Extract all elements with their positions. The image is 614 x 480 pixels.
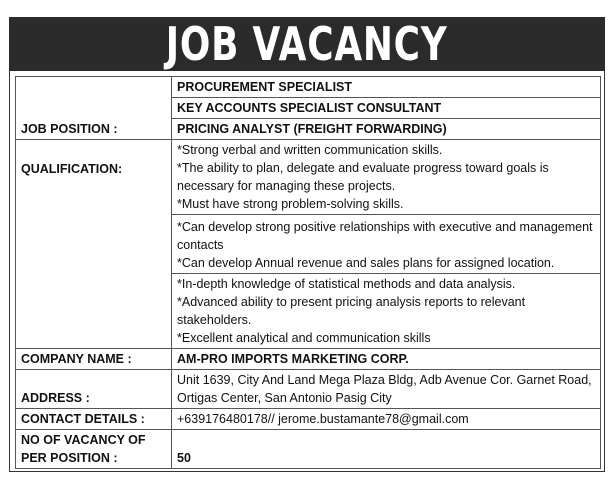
qualification-item: *Can develop Annual revenue and sales plans for assigned location. bbox=[177, 256, 555, 270]
table-row bbox=[16, 409, 601, 430]
qualification-item: *Excellent analytical and communication skills bbox=[177, 331, 431, 345]
qualification-item: *Must have strong problem-solving skills. bbox=[177, 197, 404, 211]
table-row bbox=[16, 77, 601, 98]
qualification-label: QUALIFICATION: bbox=[16, 140, 172, 349]
qualification-item: *Strong verbal and written communication skills. bbox=[177, 143, 443, 157]
qualification-item: *Advanced ability to present pricing analysis reports to relevant stakeholders. bbox=[177, 295, 526, 327]
qualification-item: *The ability to plan, delegate and evaluate progress toward goals is necessary for managing these projects. bbox=[177, 161, 549, 193]
contact-value: +639176480178// jerome.bustamante78@gmail.com bbox=[172, 409, 601, 430]
table-row bbox=[16, 349, 601, 370]
address-value: Unit 1639, City And Land Mega Plaza Bldg, Adb Avenue Cor. Garnet Road, Ortigas Center, San Antonio Pasig City bbox=[172, 370, 601, 409]
page-title: JOB VACANCY bbox=[166, 17, 448, 71]
position-item: KEY ACCOUNTS SPECIALIST CONSULTANT bbox=[172, 98, 601, 119]
title-banner bbox=[9, 17, 605, 71]
qualification-item: *Can develop strong positive relationships with executive and management contacts bbox=[177, 220, 593, 252]
qualification-group bbox=[172, 274, 601, 349]
contact-label: CONTACT DETAILS : bbox=[16, 409, 172, 430]
vacancy-table bbox=[15, 76, 601, 469]
position-item: PROCUREMENT SPECIALIST bbox=[172, 77, 601, 98]
address-label: ADDRESS : bbox=[16, 370, 172, 409]
qualification-group bbox=[172, 215, 601, 274]
job-position-label: JOB POSITION : bbox=[16, 77, 172, 140]
position-item: PRICING ANALYST (FREIGHT FORWARDING) bbox=[172, 119, 601, 140]
table-row bbox=[16, 370, 601, 409]
company-label: COMPANY NAME : bbox=[16, 349, 172, 370]
table-row bbox=[16, 430, 601, 469]
vacancy-value: 50 bbox=[172, 430, 601, 469]
qualification-item: *In-depth knowledge of statistical methods and data analysis. bbox=[177, 277, 516, 291]
table-row bbox=[16, 140, 601, 215]
vacancy-label: NO OF VACANCY OF PER POSITION : bbox=[16, 430, 172, 469]
company-value: AM-PRO IMPORTS MARKETING CORP. bbox=[172, 349, 601, 370]
qualification-group bbox=[172, 140, 601, 215]
